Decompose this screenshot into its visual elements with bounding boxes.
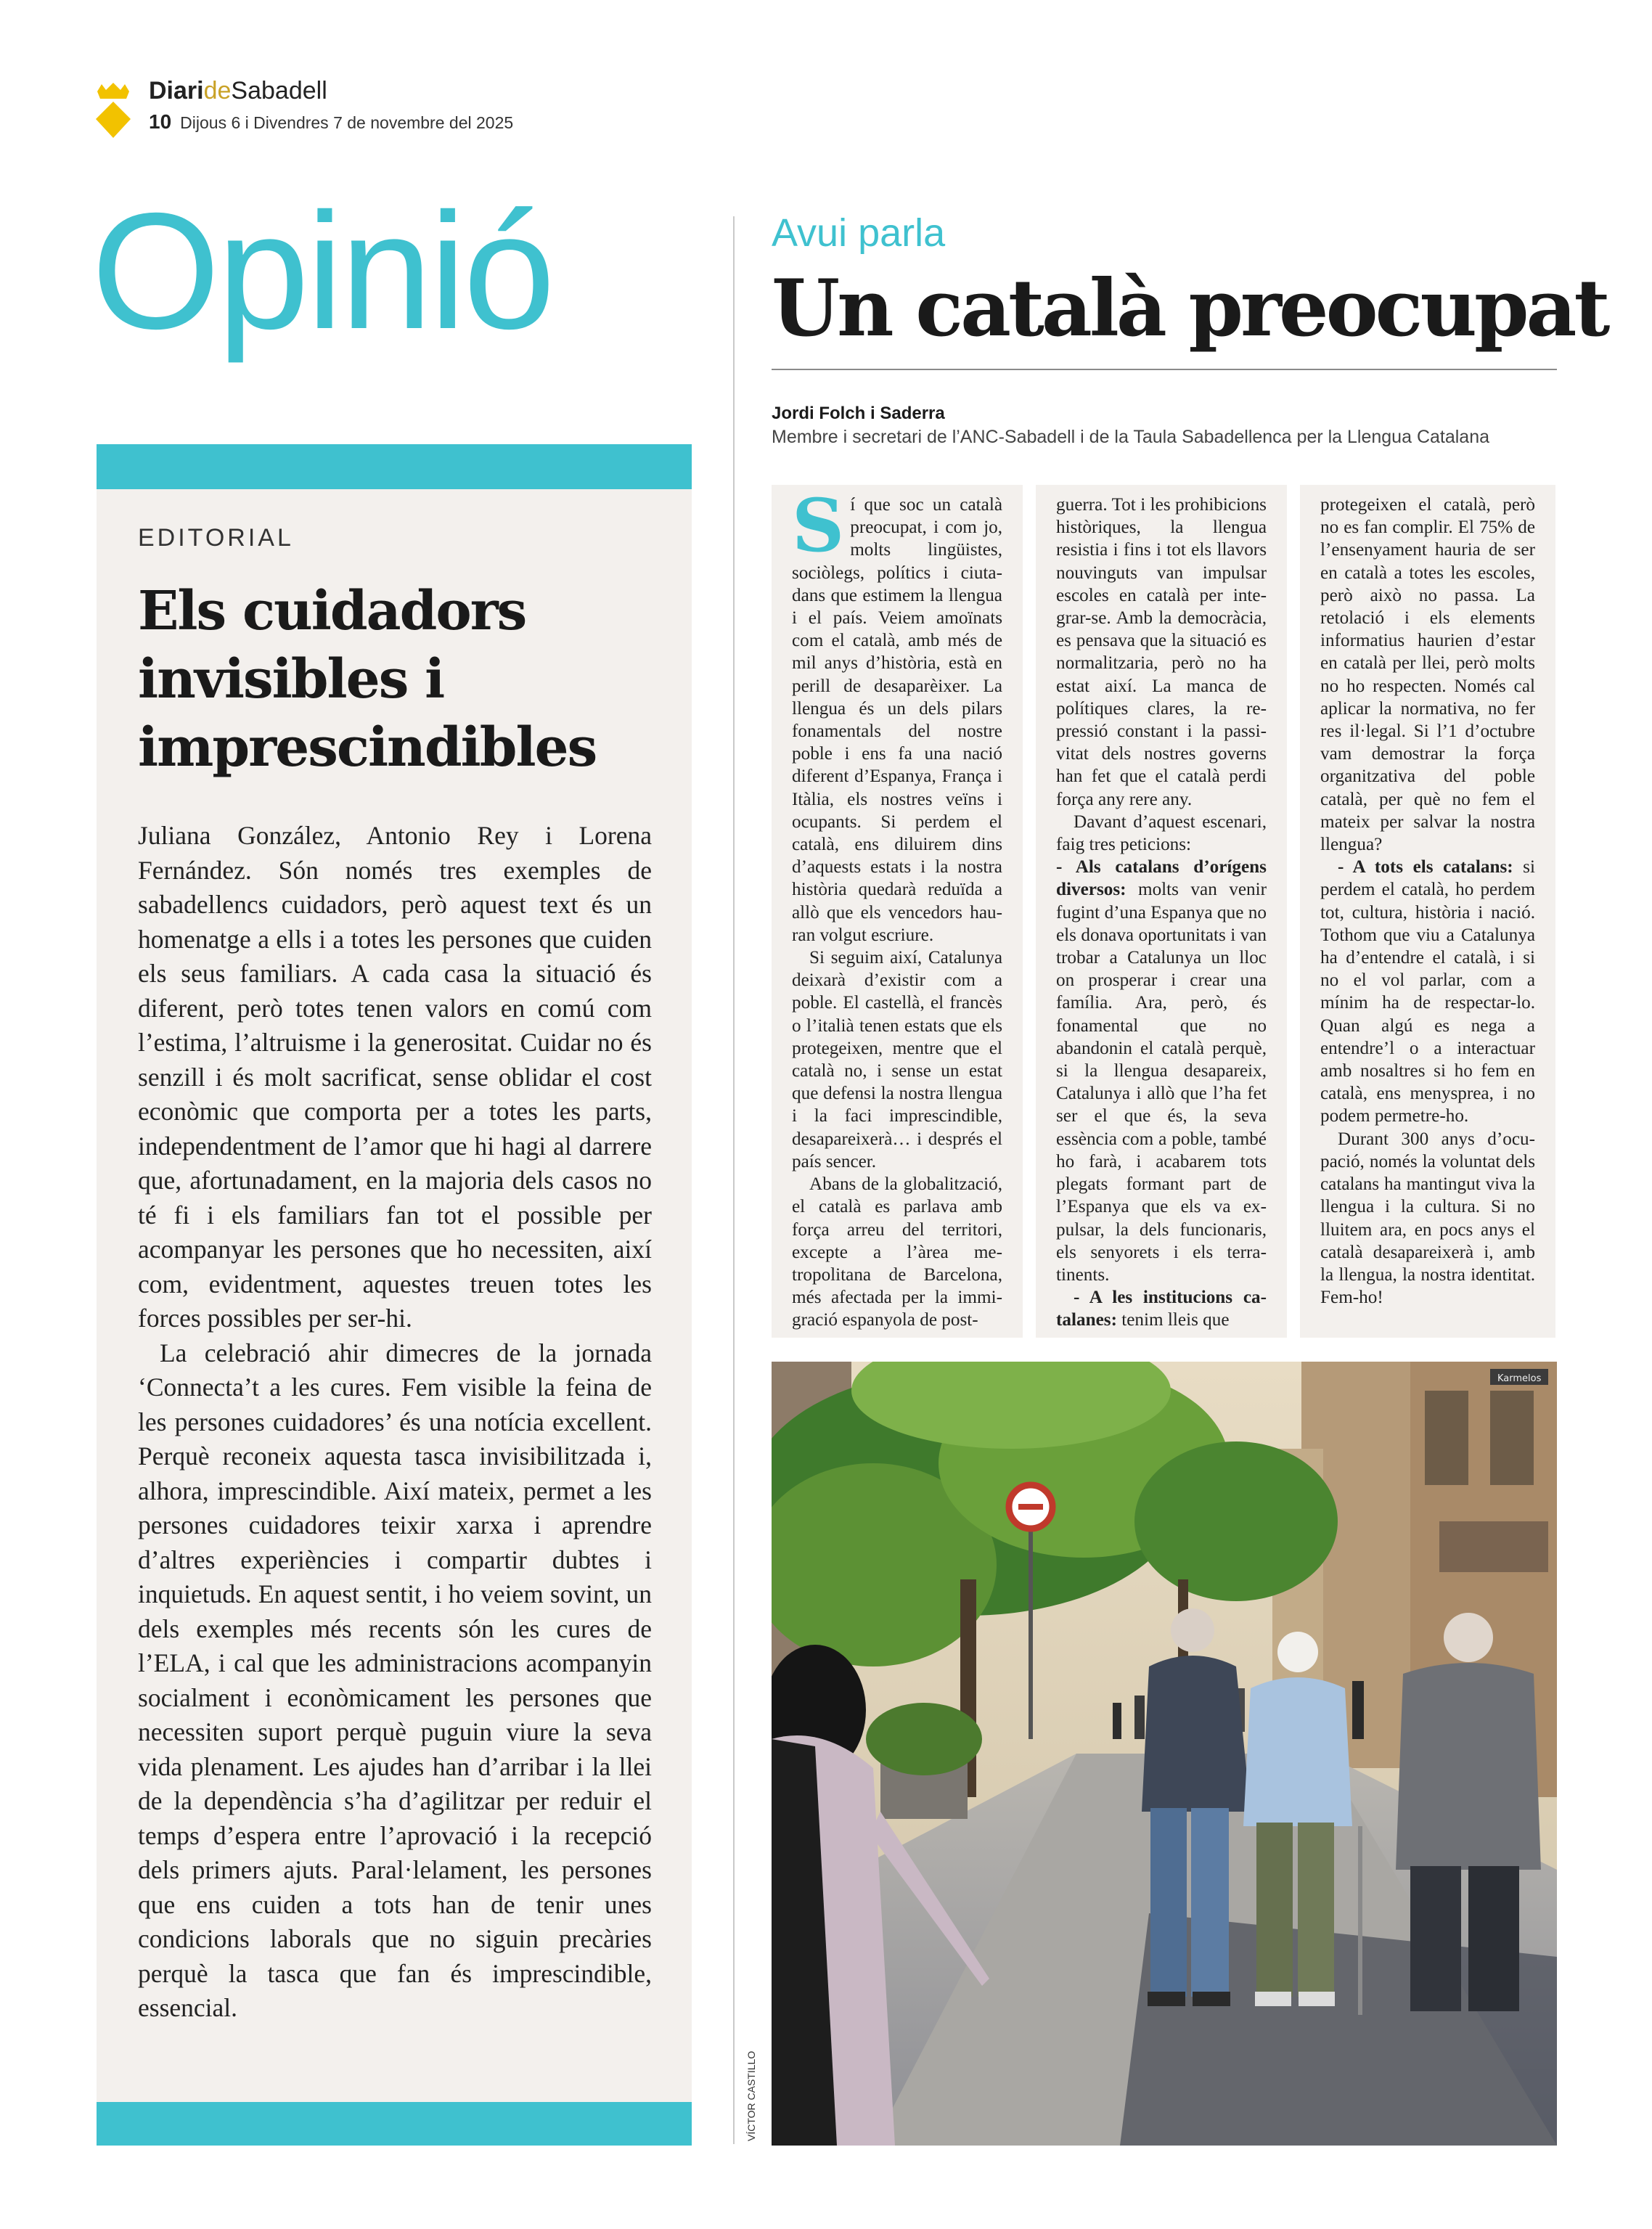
accent-bar-bottom bbox=[97, 2102, 692, 2146]
article-paragraph: Si seguim així, Catalunya deixarà d’existir com a poble. El castellà, el francès o l’italià tenen estats que els protegeixen, mentre que el català no, i sense un estat que defensi la nostra llengua i la faci imprescindible, desapareixerà… i després el país sencer. bbox=[792, 948, 1002, 1171]
article-text: si perdem el català, ho perdem tot, cultura, història i nació. Tothom que viu a Catalunya ha d’entendre el català, i si no el vol parlar, com a mínim ha de respectar-lo. Quan algú es nega a entendre’l o a interactuar amb nosaltres si ho fem en català, ens menysprea, i no podem permetre-ho. bbox=[1320, 857, 1535, 1126]
page-number: 10 bbox=[149, 110, 172, 133]
petition-lead: - Als catalans d’orígens diversos: bbox=[1056, 857, 1267, 900]
brand-de: de bbox=[203, 77, 232, 105]
section-title: Opinió bbox=[91, 179, 553, 364]
editorial-headline: Els cuidadors invisibles i imprescindibles bbox=[138, 580, 597, 779]
editorial-paragraph: Juliana González, Antonio Rey i Lorena Fernández. Són només tres exemples de sabadellencs cuidadors, però aquest text és un homenatge a ells i a totes les persones que cuiden els seus familiars. A cada casa la situació és diferent, però totes tenen valors en comú com l’estima, l’altruisme i la generositat. Cuidar no és senzill i és molt sacrificat, sense oblidar el cost econòmic que comporta per a totes les parts, independentment de l’amor que hi hagi al darrere que, afortunadament, en la majoria dels casos no té fi i els familiars fan tot el possible per acompanyar les persones que ho necessiten, així com, evidentment, aquestes treuen totes les forces possibles per ser-hi. bbox=[138, 821, 652, 1333]
article-column-2 bbox=[1036, 485, 1287, 1338]
article-column-3 bbox=[1300, 485, 1555, 1338]
article-paragraph: Abans de la globalització, el català es parlava amb força arreu del territori, excepte a l’àrea metropolitana de Barcelona, més afectada per la immigració espanyola de post- bbox=[792, 1174, 1002, 1330]
author-role: Membre i secretari de l’ANC-Sabadell i de la Taula Sabadellenca per la Llengua Catalana bbox=[772, 427, 1490, 447]
editorial-kicker: EDITORIAL bbox=[138, 524, 294, 552]
article-text: molts van venir fugint d’una Espanya que no els donava oportunitats i van trobar a Catalunya un lloc on prosperar i crear una família. Ara, però, és fonamental que no abandonin el català perquè, si la llengua desapareix, Catalunya i allò que l’ha fet ser el que és, la seva essència com a poble, també ho farà, i acabarem tots plegats formant part de l’Espanya que els va expulsar, la dels funcionaris, els senyorets i els terratinents. bbox=[1056, 880, 1267, 1285]
author-name: Jordi Folch i Saderra bbox=[772, 404, 945, 423]
petition-lead: - A les institucions catalanes: bbox=[1056, 1288, 1267, 1330]
article-paragraph: protegeixen el català, però no es fan complir. El 75% de l’ensenyament hauria de ser en català a totes les escoles, però això no passa. La retolació i els elements informatius haurien d’estar en català per llei, però molts no ho respecten. Només cal aplicar la normativa, no fer res il·legal. Si l’1 d’octubre vam demostrar la força organitzativa del poble català, per què no fem el mateix per salvar la nostra llengua? bbox=[1320, 495, 1535, 855]
article-photo bbox=[772, 1362, 1557, 2146]
petition-lead: - A tots els catalans: bbox=[1338, 857, 1513, 878]
drop-cap: S bbox=[792, 483, 845, 568]
editorial-paragraph: La celebració ahir dimecres de la jornada ‘Connecta’t a les cures. Fem visible la feina de les persones cuidadores’ és una notícia excellent. Perquè reconeix aquesta tasca invisibilitzada i, alhora, imprescindible. Així mateix, permet a les persones cuidadores teixir xarxa i aprendre d’altres experiències i compartir dubtes i inquietuds. En aquest sentit, i ho veiem sovint, un dels exemples més recents són les cures de l’ELA, i cal que les administracions acompanyin socialment i econòmicament les persones que necessiten suport perquè puguin viure la seva vida plenament. Les ajudes han d’arribar i la llei de la dependència s’ha d’agilitzar per reduir el temps d’espera entre l’aprovació i la recepció dels primers ajuts. Paral·lelament, les persones que ens cuiden a tots han de tenir unes condicions laborals que no siguin precàries perquè la tasca que fan és imprescindible, essencial. bbox=[138, 1338, 652, 2022]
photo-credit: VÍCTOR CASTILLO bbox=[745, 2050, 757, 2141]
shop-sign: Karmelos bbox=[1497, 1373, 1542, 1384]
date-line: Dijous 6 i Divendres 7 de novembre del 2025 bbox=[180, 113, 514, 132]
brand-diari: Diari bbox=[149, 77, 204, 105]
article-paragraph: guerra. Tot i les prohibicions històriques, la llengua resistia i fins i tot els llavors nouvinguts van impulsar escoles en català per integrar-se. Amb la democràcia, es pensava que la situació es normalitzaria, però no ha estat així. La manca de polítiques clares, la repressió constant i la passivitat dels nostres governs han fet que el català perdi força any rere any. bbox=[1056, 495, 1267, 809]
page-info bbox=[149, 110, 513, 134]
accent-bar-top bbox=[97, 444, 692, 489]
newspaper-logo-icon bbox=[94, 81, 132, 139]
article-paragraph: Durant 300 anys d’ocupació, només la voluntat dels catalans ha mantingut viva la llengua i la cultura. Si no lluitem ara, en pocs anys el català desapareixerà i, amb la llengua, la nostra identitat. Fem-ho! bbox=[1320, 1129, 1535, 1308]
brand-name[interactable] bbox=[149, 77, 327, 105]
column-divider bbox=[733, 216, 735, 2144]
editorial-body bbox=[138, 819, 652, 2026]
article-text: í que soc un català preocupat, i com jo, molts lingüistes, sociòlegs, polítics i ciutadans que estimem la llengua i el país. Veiem amoïnats com el català, amb més de mil anys d’història, està en perill de desaparèixer. La llengua és un dels pilars fonamentals del nostre poble i ens fa una nació diferent d’Espanya, França i Itàlia, els nostres veïns i ocupants. Si perdem el català, ens diluirem dins d’aquests estats i la nostra història quedarà reduïda a allò que els vencedors hauran volgut escriure. bbox=[792, 495, 1002, 945]
brand-city: Sabadell bbox=[231, 77, 327, 105]
headline-rule bbox=[772, 369, 1557, 370]
opinion-headline: Un català preocupat bbox=[772, 263, 1608, 354]
article-paragraph: Davant d’aquest escenari, faig tres peticions: bbox=[1056, 811, 1267, 855]
article-column-1 bbox=[772, 485, 1023, 1338]
article-text: tenim lleis que bbox=[1116, 1310, 1230, 1330]
opinion-kicker: Avui parla bbox=[772, 211, 946, 255]
